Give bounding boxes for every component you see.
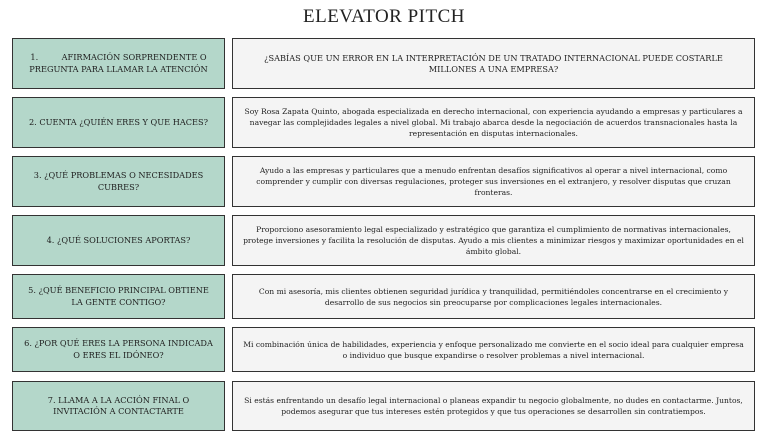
answer-cell: ¿SABÍAS QUE UN ERROR EN LA INTERPRETACIÓN DE UN TRATADO INTERNACIONAL PUEDE COSTARLE MILLONES A UNA EMPRESA? <box>232 38 755 89</box>
answer-cell: Mi combinación única de habilidades, experiencia y enfoque personalizado me convierte en el socio ideal para cualquier empresa o individuo que busque expandirse o resolver problemas a nivel internacional. <box>232 327 755 372</box>
question-cell: 5. ¿QUÉ BENEFICIO PRINCIPAL OBTIENE LA GENTE CONTIGO? <box>12 274 225 319</box>
pitch-row-6 <box>12 327 755 372</box>
answer-cell: Soy Rosa Zapata Quinto, abogada especializada en derecho internacional, con experiencia ayudando a empresas y particulares a navegar las complejidades legales a nivel global. Mi trabajo abarca desde la negociación de acuerdos transnacionales hasta la representación en disputas internacionales. <box>232 97 755 148</box>
question-cell: 2. CUENTA ¿QUIÉN ERES Y QUE HACES? <box>12 97 225 148</box>
answer-cell: Ayudo a las empresas y particulares que a menudo enfrentan desafíos significativos al operar a nivel internacional, como comprender y cumplir con diversas regulaciones, proteger sus inversiones en el extranjero, y resolver disputas que cruzan fronteras. <box>232 156 755 207</box>
answer-cell: Proporciono asesoramiento legal especializado y estratégico que garantiza el cumplimiento de normativas internacionales, protege inversiones y facilita la resolución de disputas. Ayudo a mis clientes a minimizar riesgos y maximizar oportunidades en el ámbito global. <box>232 215 755 266</box>
pitch-row-3 <box>12 156 755 207</box>
pitch-row-4 <box>12 215 755 266</box>
question-cell: 1. AFIRMACIÓN SORPRENDENTE O PREGUNTA PARA LLAMAR LA ATENCIÓN <box>12 38 225 89</box>
page-title: ELEVATOR PITCH <box>302 6 465 27</box>
question-cell: 3. ¿QUÉ PROBLEMAS O NECESIDADES CUBRES? <box>12 156 225 207</box>
question-cell: 4. ¿QUÉ SOLUCIONES APORTAS? <box>12 215 225 266</box>
pitch-row-2 <box>12 97 755 148</box>
pitch-row-1 <box>12 38 755 89</box>
pitch-row-7 <box>12 381 755 431</box>
question-cell: 7. LLAMA A LA ACCIÓN FINAL O INVITACIÓN A CONTACTARTE <box>12 381 225 431</box>
answer-cell: Con mi asesoría, mis clientes obtienen seguridad jurídica y tranquilidad, permitiéndoles concentrarse en el crecimiento y desarrollo de sus negocios sin preocuparse por complicaciones legales internacionales. <box>232 274 755 319</box>
question-cell: 6. ¿POR QUÉ ERES LA PERSONA INDICADA O ERES EL IDÓNEO? <box>12 327 225 372</box>
answer-cell: Si estás enfrentando un desafío legal internacional o planeas expandir tu negocio globalmente, no dudes en contactarme. Juntos, podemos asegurar que tus intereses estén protegidos y que tus operaciones se desarrollen sin contratiempos. <box>232 381 755 431</box>
pitch-row-5 <box>12 274 755 319</box>
